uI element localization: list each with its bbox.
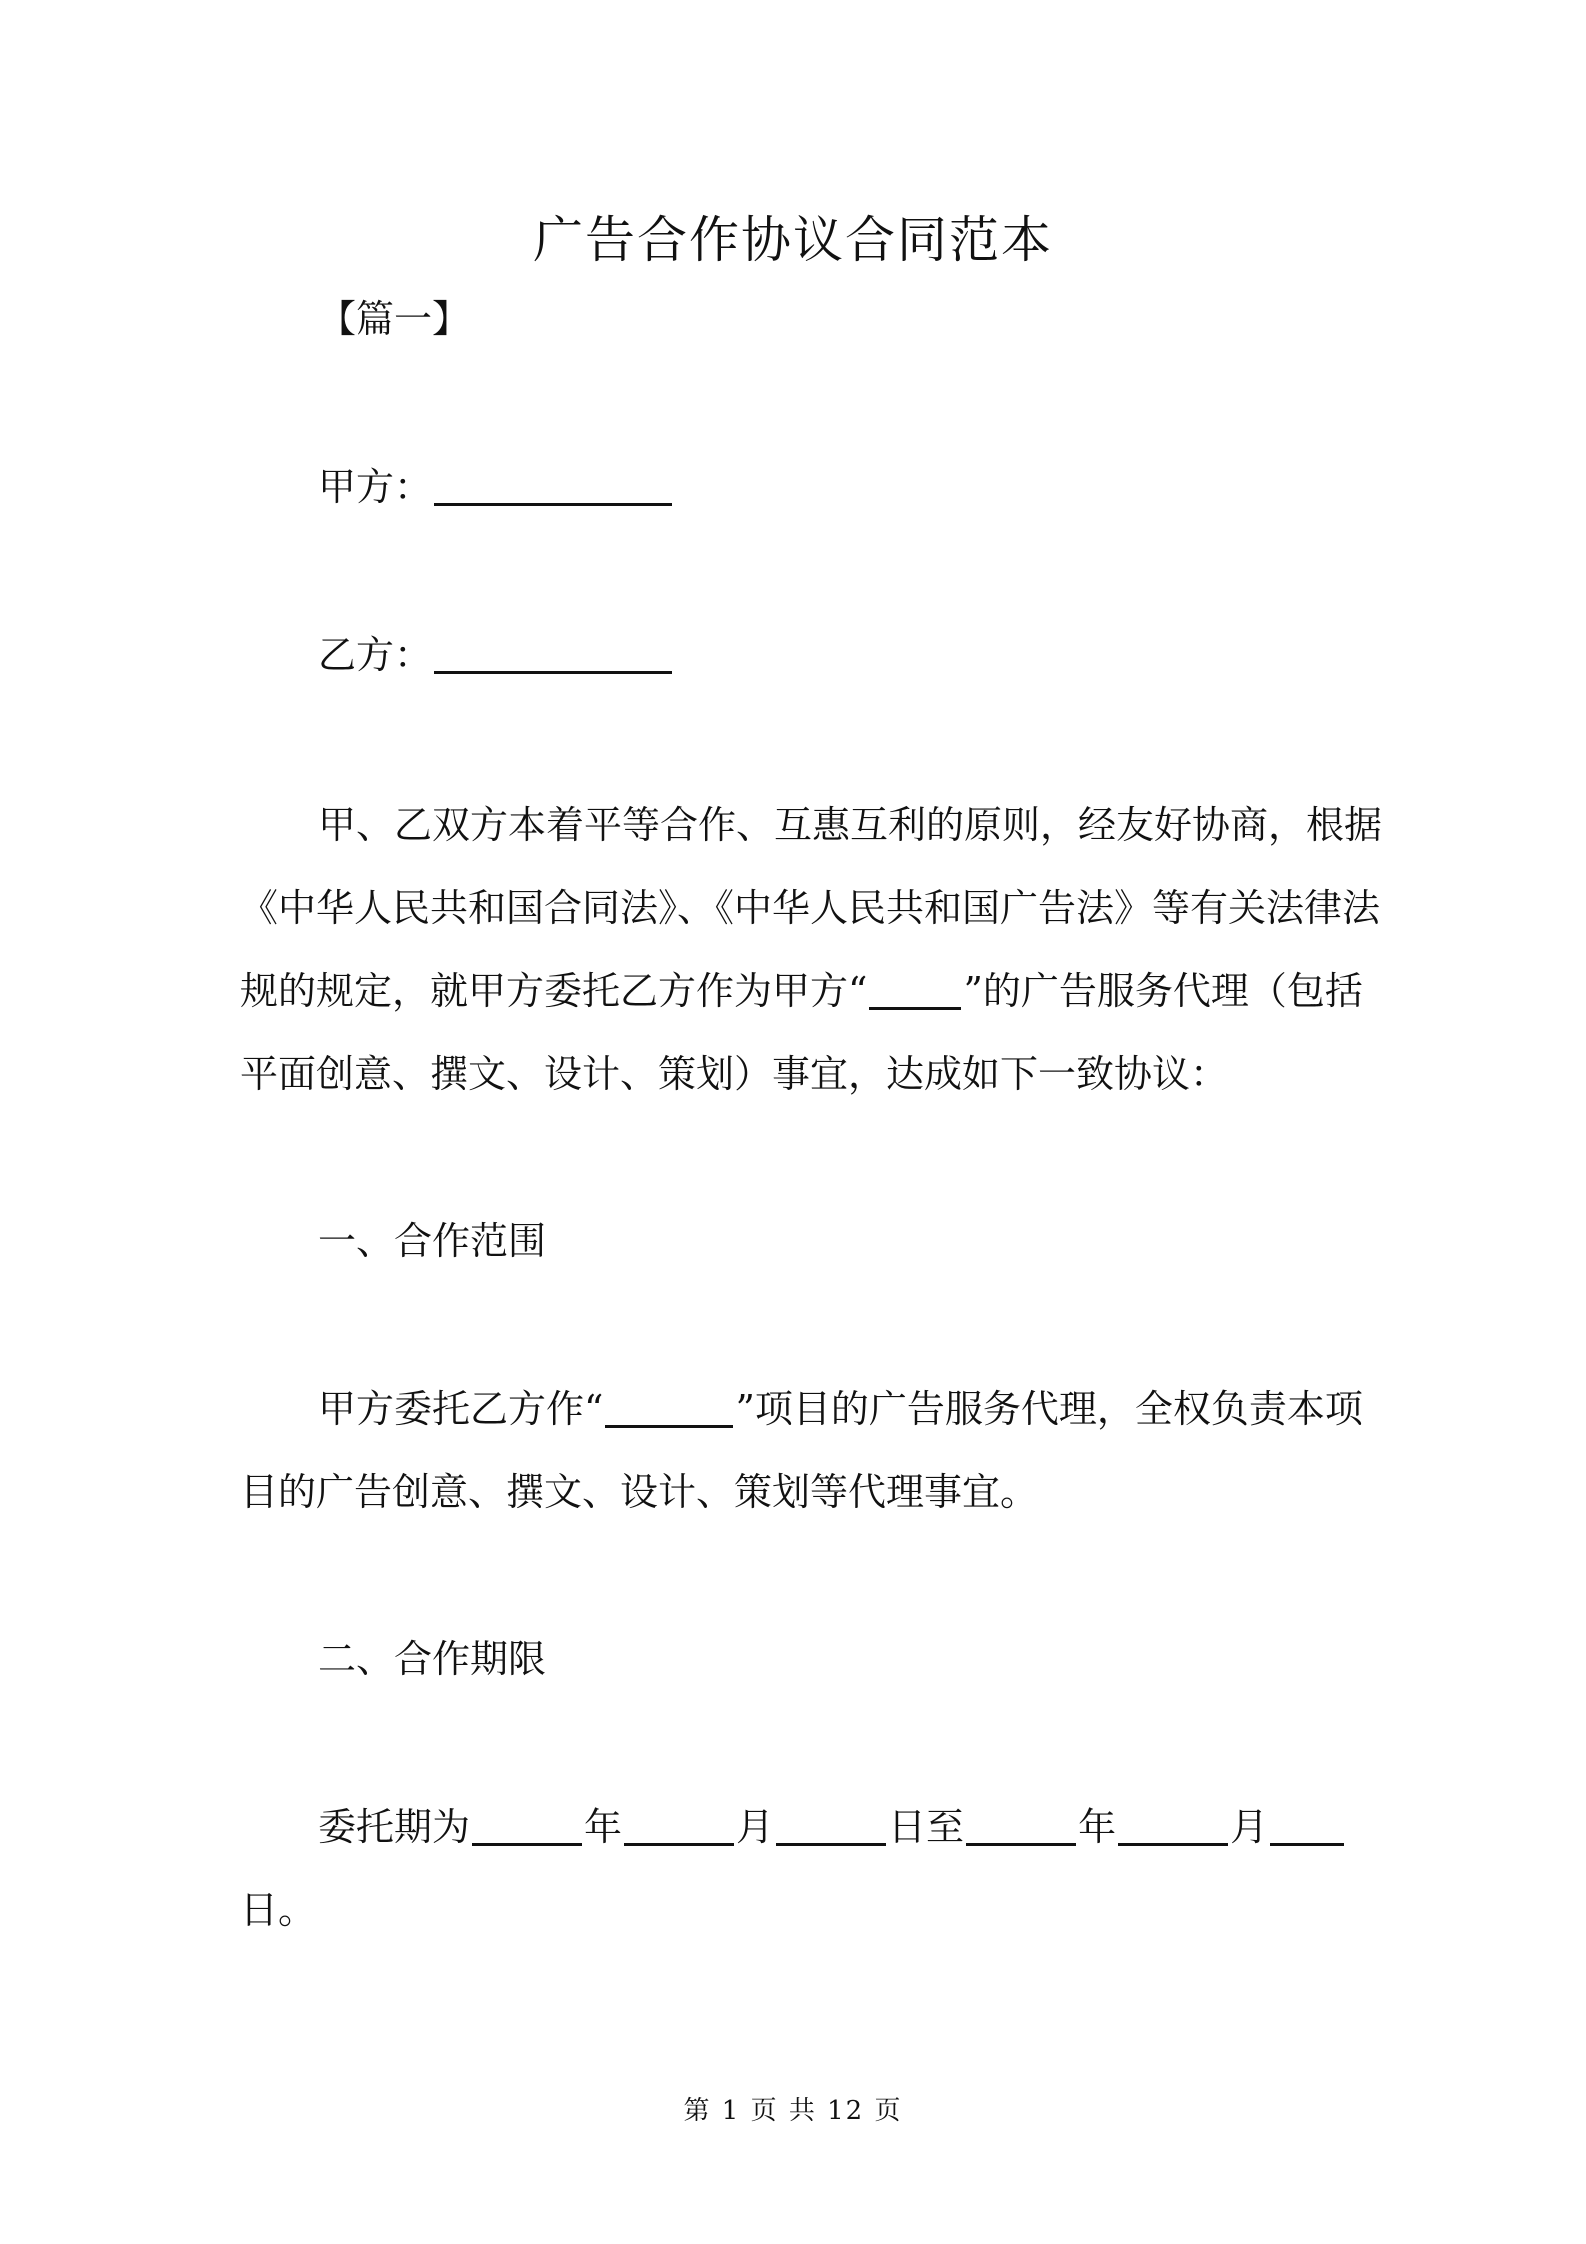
party-a-label: 甲方：: [318, 465, 433, 509]
end-month-blank: [1118, 1809, 1228, 1846]
party-a-line: [318, 465, 674, 509]
end-year-label: 年: [1078, 1805, 1117, 1849]
start-month-blank: [624, 1809, 734, 1846]
preamble-line-2: 《中华人民共和国合同法》、《中华人民共和国广告法》等有关法律法: [240, 886, 1381, 930]
page-footer: [0, 2090, 1586, 2127]
document-title: 广告合作协议合同范本: [533, 211, 1053, 269]
clause-2-heading: 二、合作期限: [318, 1637, 547, 1681]
term-prefix: 委托期为: [318, 1805, 471, 1849]
clause-1-line-1-end: ”项目的广告服务代理，全权负责本项: [735, 1387, 1363, 1431]
party-b-blank: [434, 637, 672, 674]
clause-1-line-1-start: 甲方委托乙方作“: [318, 1387, 604, 1431]
clause-1-heading: 一、合作范围: [318, 1219, 547, 1263]
preamble-line-4: 平面创意、撰文、设计、策划）事宜，达成如下一致协议：: [240, 1052, 1229, 1096]
footer-total-pages: 12: [827, 2096, 865, 2126]
clause-2-line-2: 日。: [240, 1888, 317, 1932]
preamble-line-3-end: ”的广告服务代理（包括: [963, 969, 1363, 1013]
party-b-line: [318, 633, 674, 677]
project-name-blank-2: [605, 1391, 733, 1428]
footer-current-page: 1: [721, 2096, 741, 2126]
party-b-label: 乙方：: [318, 633, 433, 677]
section-label: 【篇一】: [318, 297, 471, 341]
project-name-blank-1: [869, 973, 961, 1010]
footer-prefix: 第: [683, 2096, 712, 2126]
footer-mid: 页 共: [750, 2096, 817, 2126]
end-year-blank: [966, 1809, 1076, 1846]
clause-1-line-1: [318, 1387, 1363, 1431]
footer-suffix: 页: [874, 2096, 903, 2126]
clause-1-line-2: 目的广告创意、撰文、设计、策划等代理事宜。: [240, 1470, 1039, 1514]
preamble-line-1: 甲、乙双方本着平等合作、互惠互利的原则，经友好协商，根据: [318, 803, 1383, 847]
end-month-label: 月: [1230, 1805, 1269, 1849]
clause-2-line-1: [318, 1805, 1346, 1849]
end-day-blank: [1270, 1809, 1344, 1846]
day-to-label: 日至: [888, 1805, 965, 1849]
preamble-line-3: [240, 969, 1363, 1013]
start-month-label: 月: [736, 1805, 775, 1849]
preamble-line-3-start: 规的规定，就甲方委托乙方作为甲方“: [240, 969, 868, 1013]
start-year-label: 年: [584, 1805, 623, 1849]
party-a-blank: [434, 469, 672, 506]
start-year-blank: [472, 1809, 582, 1846]
start-day-blank: [776, 1809, 886, 1846]
